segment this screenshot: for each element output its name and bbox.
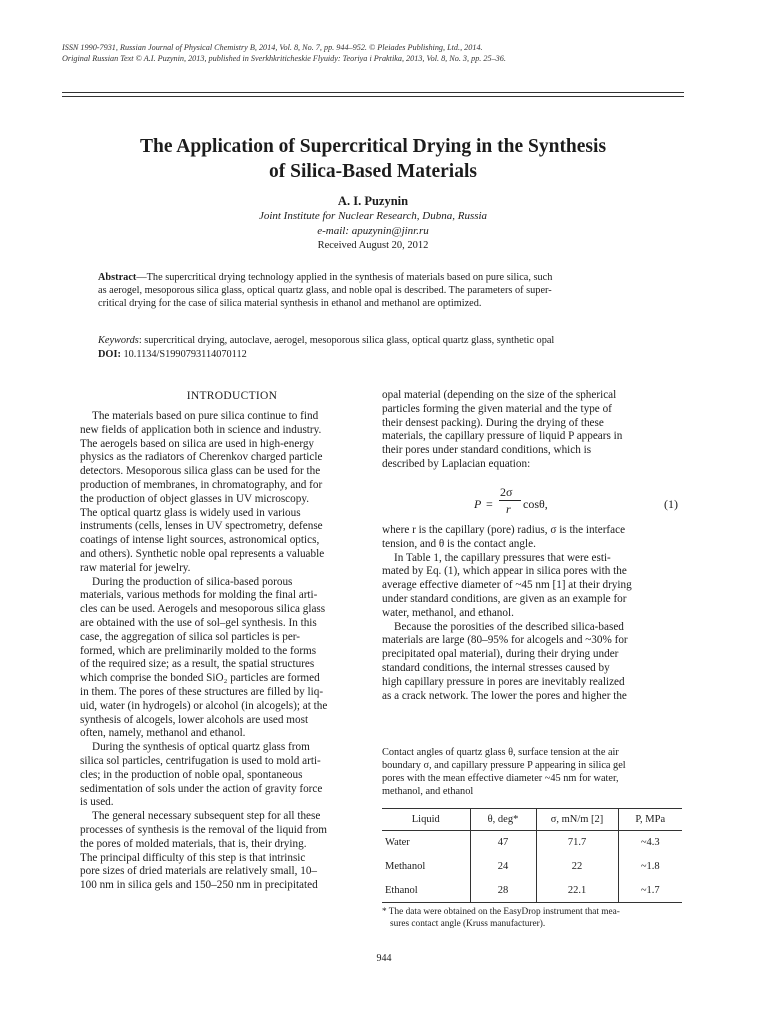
table-cell: 22 [536,855,618,879]
text-line: The materials based on pure silica continue to find [92,410,319,422]
table-footnote-line-2: sures contact angle (Kruss manufacturer). [390,919,546,929]
affiliation: Joint Institute for Nuclear Research, Dubna, Russia [258,210,488,222]
table-footnote-line-1: * The data were obtained on the EasyDrop instrument that mea- [382,907,620,917]
keywords-label: Keywords [98,335,139,346]
table-header-cell: σ, mN/m [2] [536,809,618,831]
table-header-cell: P, MPa [618,809,682,831]
text-line: The principal difficulty of this step is that intrinsic [80,851,306,864]
table-cell: 71.7 [536,831,618,855]
text-line: boundary σ, and capillary pressure P appearing in silica gel [382,760,626,771]
section-heading-introduction: INTRODUCTION [186,390,278,402]
text-line: methanol, and ethanol [382,786,474,797]
left-column [80,410,384,893]
abstract-line-3: critical drying for the case of silica material synthesis in ethanol and methanol are optimized. [98,298,482,309]
equation-number: (1) [664,497,678,511]
table-cell: 47 [470,831,536,855]
text-line: uid, water (in hydrogels) or alcohol (in alcogels); at the [80,699,328,712]
text-line: In Table 1, the capillary pressures that were esti- [394,551,611,564]
table-header-row [382,809,682,831]
text-line: processes of synthesis is the removal of the liquid from [80,823,328,836]
text-line: mated by Eq. (1), which appear in silica pores with the [382,565,627,578]
header-rule-top [62,92,684,93]
table-row [382,831,682,855]
text-line: which comprise the bonded SiO₂ particles are formed [80,672,320,685]
abstract-text-1: —The supercritical drying technology applied in the synthesis of materials based on pure silica, such [136,272,553,283]
table-header-cell: Liquid [382,809,470,831]
text-line: formed, which are preliminarily molded to the forms [80,644,317,657]
journal-header-line-1: ISSN 1990-7931, Russian Journal of Physical Chemistry B, 2014, Vol. 8, No. 7, pp. 944–952. © Pleiades Publishing, Ltd., 2014. [62,43,483,52]
text-line: where r is the capillary (pore) radius, σ is the interface [382,524,626,536]
text-line: their densest packing). During the drying of these [382,416,604,429]
equation-equals: = [486,497,493,511]
text-line: Contact angles of quartz glass θ, surface tension at the air [382,747,619,758]
text-line: opal material (depending on the size of the spherical [382,389,617,401]
text-line: and others). Synthetic noble opal represents a valuable [80,547,325,560]
text-line: the production of object glasses in UV microscopy. [80,492,309,505]
table-cell: ~1.7 [618,879,682,903]
text-line: their pores under standard conditions, which is [382,444,592,457]
table-cell: Water [382,831,470,855]
text-line: is used. [80,796,114,809]
equation-numerator: 2σ [500,485,513,499]
header-rule-bottom [62,96,684,97]
text-line: case, the aggregation of silica sol particles is per- [80,630,301,643]
data-table [382,808,682,903]
text-line: described by Laplacian equation: [382,457,531,470]
page-number: 944 [376,953,392,964]
journal-header-line-2: Original Russian Text © A.I. Puzynin, 2013, published in Sverkhkriticheskie Flyuidy: Teoriya i Praktika, 2013, Vol. 8, No. 3, pp. 25–36. [62,54,506,63]
text-line: During the synthesis of optical quartz glass from [92,741,310,754]
text-line: tension, and θ is the contact angle. [382,537,536,550]
text-line: During the production of silica-based porous [92,575,293,588]
paper-title-line-1: The Application of Supercritical Drying in the Synthesis [139,136,607,157]
text-line: precipitated opal material), during their drying under [382,648,619,661]
text-line: cles; in the production of noble opal, spontaneous [80,768,303,781]
received-date: Received August 20, 2012 [317,240,429,251]
right-column-bottom [382,524,686,703]
text-line: sedimentation of sols under the action of gravity force [80,782,323,795]
author-email[interactable]: e-mail: apuzynin@jinr.ru [317,225,429,237]
text-line: cles can be used. Aerogels and mesoporous silica glass [80,603,326,616]
abstract-line-2: as aerogel, mesoporous silica glass, optical quartz glass, and noble opal is described. The parameters of super- [98,285,552,296]
table-cell: Methanol [382,855,470,879]
text-line: 100 nm in silica gels and 150–250 nm in precipitated [80,879,318,892]
text-line: often, namely, methanol and ethanol. [80,727,246,740]
text-line: as a crack network. The lower the pores and higher the [382,689,627,702]
author-name: A. I. Puzynin [337,194,409,208]
text-line: standard conditions, the internal stresses caused by [382,661,610,674]
text-line: raw material for jewelry. [80,561,191,574]
text-line: coatings of intense light sources, astronomical optics, [80,534,320,547]
keywords-line [98,334,684,347]
text-line: physics as the radiators of Cherenkov charged particle [80,451,323,464]
laplace-equation [382,485,686,525]
text-line: water, methanol, and ethanol. [382,606,514,619]
text-line: production of membranes, in chromatography, and for [80,478,323,491]
equation-fraction-bar [499,500,521,501]
text-line: pores with the mean effective diameter ~45 nm for water, [382,773,619,784]
text-line: new fields of application both in science and industry. [80,423,322,436]
text-line: The general necessary subsequent step for all these [92,810,321,823]
text-line: materials are large (80–95% for alcogels and ~30% for [382,634,628,647]
table-cell: 22.1 [536,879,618,903]
text-line: are obtained with the use of sol–gel synthesis. In this [80,616,317,629]
text-line: detectors. Mesoporous silica glass can be used for the [80,465,321,478]
text-line: The optical quartz glass is widely used in various [80,506,301,519]
text-line: pore sizes of dried materials are relatively small, 10– [80,865,318,878]
table-cell: 24 [470,855,536,879]
equation-lhs: P [474,497,482,511]
text-line: the pores of molded materials, that is, their drying. [80,837,307,850]
doi-label: DOI: [98,349,121,360]
table-row [382,879,682,903]
text-line: materials, various methods for molding the final arti- [80,589,318,602]
keywords-text: : supercritical drying, autoclave, aerogel, mesoporous silica glass, optical quartz glass, synthetic opal [138,335,555,346]
text-line: The aerogels based on silica are used in high-energy [80,437,315,450]
table-caption [382,746,686,798]
right-column-top [382,389,686,472]
text-line: of the required size; as a result, the spatial structures [80,658,315,671]
doi-value[interactable]: 10.1134/S1990793114070112 [123,349,247,360]
table-header-cell: θ, deg* [470,809,536,831]
text-line: materials, the capillary pressure of liquid P appears in [382,430,623,443]
text-line: average effective diameter of ~45 nm [1] at their drying [382,579,632,592]
equation-denominator: r [506,502,511,516]
text-line: particles forming the given material and the type of [382,402,612,415]
text-line: synthesis of alcogels, lower alcohols are used most [80,713,309,726]
doi-line [98,348,684,361]
table-cell: ~4.3 [640,837,660,849]
abstract-label: Abstract [98,272,137,283]
text-line: silica sol particles, centrifugation is used to mold arti- [80,754,321,767]
text-line: Because the porosities of the described silica-based [394,620,624,633]
table-cell: 28 [470,879,536,903]
abstract-line-1 [98,271,684,284]
text-line: high capillary pressure in pores are inevitably realized [382,675,625,688]
text-line: under standard conditions, are given as an example for [382,592,627,605]
table-row [382,855,682,879]
table-cell: Ethanol [382,879,470,903]
equation-term: cosθ, [523,497,548,511]
table-cell: ~1.8 [640,861,660,872]
text-line: instruments (cells, lenses in UV spectrometry, defense [80,520,323,533]
paper-title-line-2: of Silica-Based Materials [269,161,477,182]
text-line: in them. The pores of these structures are filled by liq- [80,685,324,698]
